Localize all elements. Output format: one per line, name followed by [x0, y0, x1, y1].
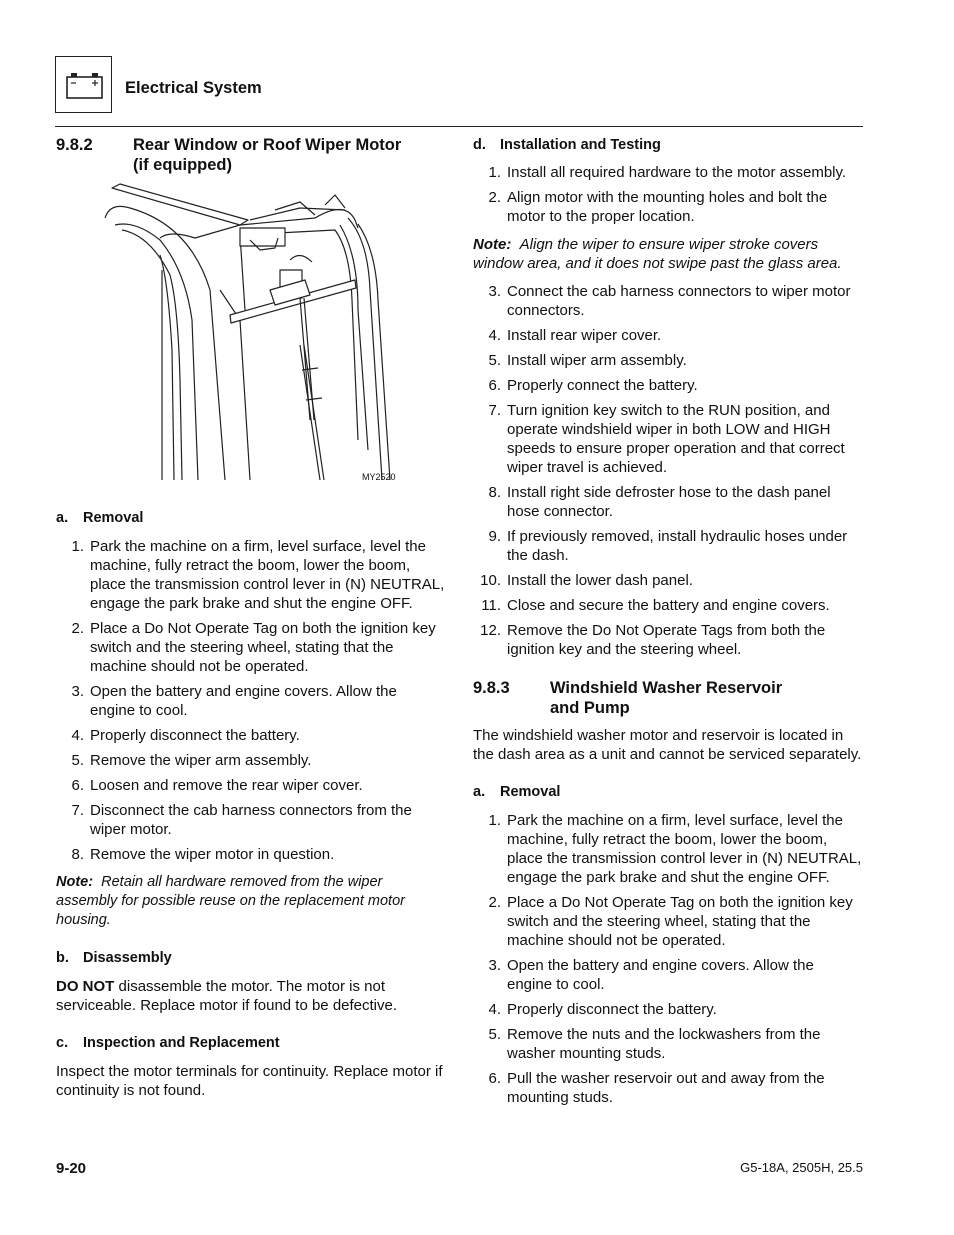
list-item: 3. Open the battery and engine covers. Allow the engine to cool.: [71, 683, 397, 719]
list-item: 7. Disconnect the cab harness connectors from the wiper motor.: [71, 802, 412, 838]
installation-steps-list-a: [473, 163, 863, 226]
list-item: 4. Install rear wiper cover.: [488, 327, 662, 344]
list-item: 2. Place a Do Not Operate Tag on both the ignition key switch and the steering wheel, stating that the machine should not be operated.: [71, 620, 436, 675]
subsection-heading-inspection: c. Inspection and Replacement: [56, 1035, 280, 1051]
list-item: 3. Connect the cab harness connectors to wiper motor connectors.: [488, 283, 851, 319]
list-item: 2. Align motor with the mounting holes and bolt the motor to the proper location.: [488, 189, 828, 225]
subsection-heading-removal: a. Removal: [56, 510, 144, 526]
list-item: 9. If previously removed, install hydraulic hoses under the dash.: [488, 528, 848, 564]
section-heading-9-8-2: [56, 136, 446, 175]
left-column-body: [56, 509, 446, 1100]
document-code: G5-18A, 2505H, 25.5: [740, 1160, 863, 1175]
right-column: [473, 136, 863, 1113]
list-item: 4. Properly disconnect the battery.: [488, 1001, 717, 1018]
list-item: 12. Remove the Do Not Operate Tags from both the ignition key and the steering wheel.: [480, 622, 826, 658]
section-heading-9-8-3: [473, 679, 863, 718]
installation-steps-list-b: [473, 282, 863, 659]
list-item: 6. Pull the washer reservoir out and away from the mounting studs.: [488, 1070, 825, 1106]
list-item: 2. Place a Do Not Operate Tag on both the ignition key switch and the steering wheel, stating that the machine should not be operated.: [488, 894, 853, 949]
list-item: 10. Install the lower dash panel.: [480, 572, 693, 589]
page-header-title: Electrical System: [125, 79, 262, 97]
list-item: 4. Properly disconnect the battery.: [71, 727, 300, 744]
list-item: 5. Remove the nuts and the lockwashers from the washer mounting studs.: [488, 1026, 821, 1062]
disassembly-text: DO NOT disassemble the motor. The motor is not serviceable. Replace motor if found to be defective.: [56, 978, 398, 1014]
section-number: 9.8.3: [473, 679, 510, 697]
list-item: 3. Open the battery and engine covers. Allow the engine to cool.: [488, 957, 814, 993]
list-item: 8. Remove the wiper motor in question.: [71, 846, 335, 863]
section-title: Rear Window or Roof Wiper Motor (if equipped): [133, 136, 402, 174]
subsection-heading-disassembly: b. Disassembly: [56, 950, 172, 966]
battery-icon: [56, 57, 113, 114]
section-icon-box: [55, 56, 112, 113]
removal-steps-list: [56, 537, 446, 864]
page-number: 9-20: [56, 1160, 87, 1177]
list-item: 5. Install wiper arm assembly.: [488, 352, 687, 369]
removal-note: Note: Retain all hardware removed from the wiper assembly for possible reuse on the replacement motor housing.: [56, 874, 405, 928]
list-item: 11. Close and secure the battery and engine covers.: [481, 597, 830, 614]
installation-note: Note: Align the wiper to ensure wiper stroke covers window area, and it does not swipe past the glass area.: [473, 236, 842, 272]
inspection-text: Inspect the motor terminals for continuity. Replace motor if continuity is not found.: [56, 1063, 443, 1099]
washer-removal-steps-list: [473, 811, 863, 1107]
header-divider: [55, 126, 863, 127]
list-item: 1. Install all required hardware to the motor assembly.: [488, 164, 847, 181]
wiper-motor-illustration: [100, 180, 400, 485]
list-item: 1. Park the machine on a firm, level surface, level the machine, fully retract the boom, lower the boom, place the transmission control lever in (N) NEUTRAL, engage the park brake and shut the engine OFF.: [71, 538, 445, 612]
left-column: [56, 136, 446, 175]
subsection-heading-installation: d. Installation and Testing: [473, 137, 661, 153]
washer-intro-text: The windshield washer motor and reservoir is located in the dash area as a unit and cannot be serviced separately.: [473, 727, 862, 763]
list-item: 5. Remove the wiper arm assembly.: [71, 752, 312, 769]
list-item: 6. Properly connect the battery.: [488, 377, 698, 394]
subsection-heading-washer-removal: a. Removal: [473, 784, 561, 800]
figure-label: MY2520: [362, 472, 396, 482]
section-number: 9.8.2: [56, 136, 93, 154]
list-item: 1. Park the machine on a firm, level surface, level the machine, fully retract the boom, lower the boom, place the transmission control lever in (N) NEUTRAL, engage the park brake and shut the engine OFF.: [488, 812, 862, 886]
list-item: 6. Loosen and remove the rear wiper cover.: [71, 777, 363, 794]
list-item: 7. Turn ignition key switch to the RUN position, and operate windshield wiper in both LOW and HIGH speeds to ensure proper operation and that correct wiper travel is achieved.: [488, 402, 845, 476]
list-item: 8. Install right side defroster hose to the dash panel hose connector.: [488, 484, 831, 520]
section-title: Windshield Washer Reservoir and Pump: [550, 679, 783, 717]
